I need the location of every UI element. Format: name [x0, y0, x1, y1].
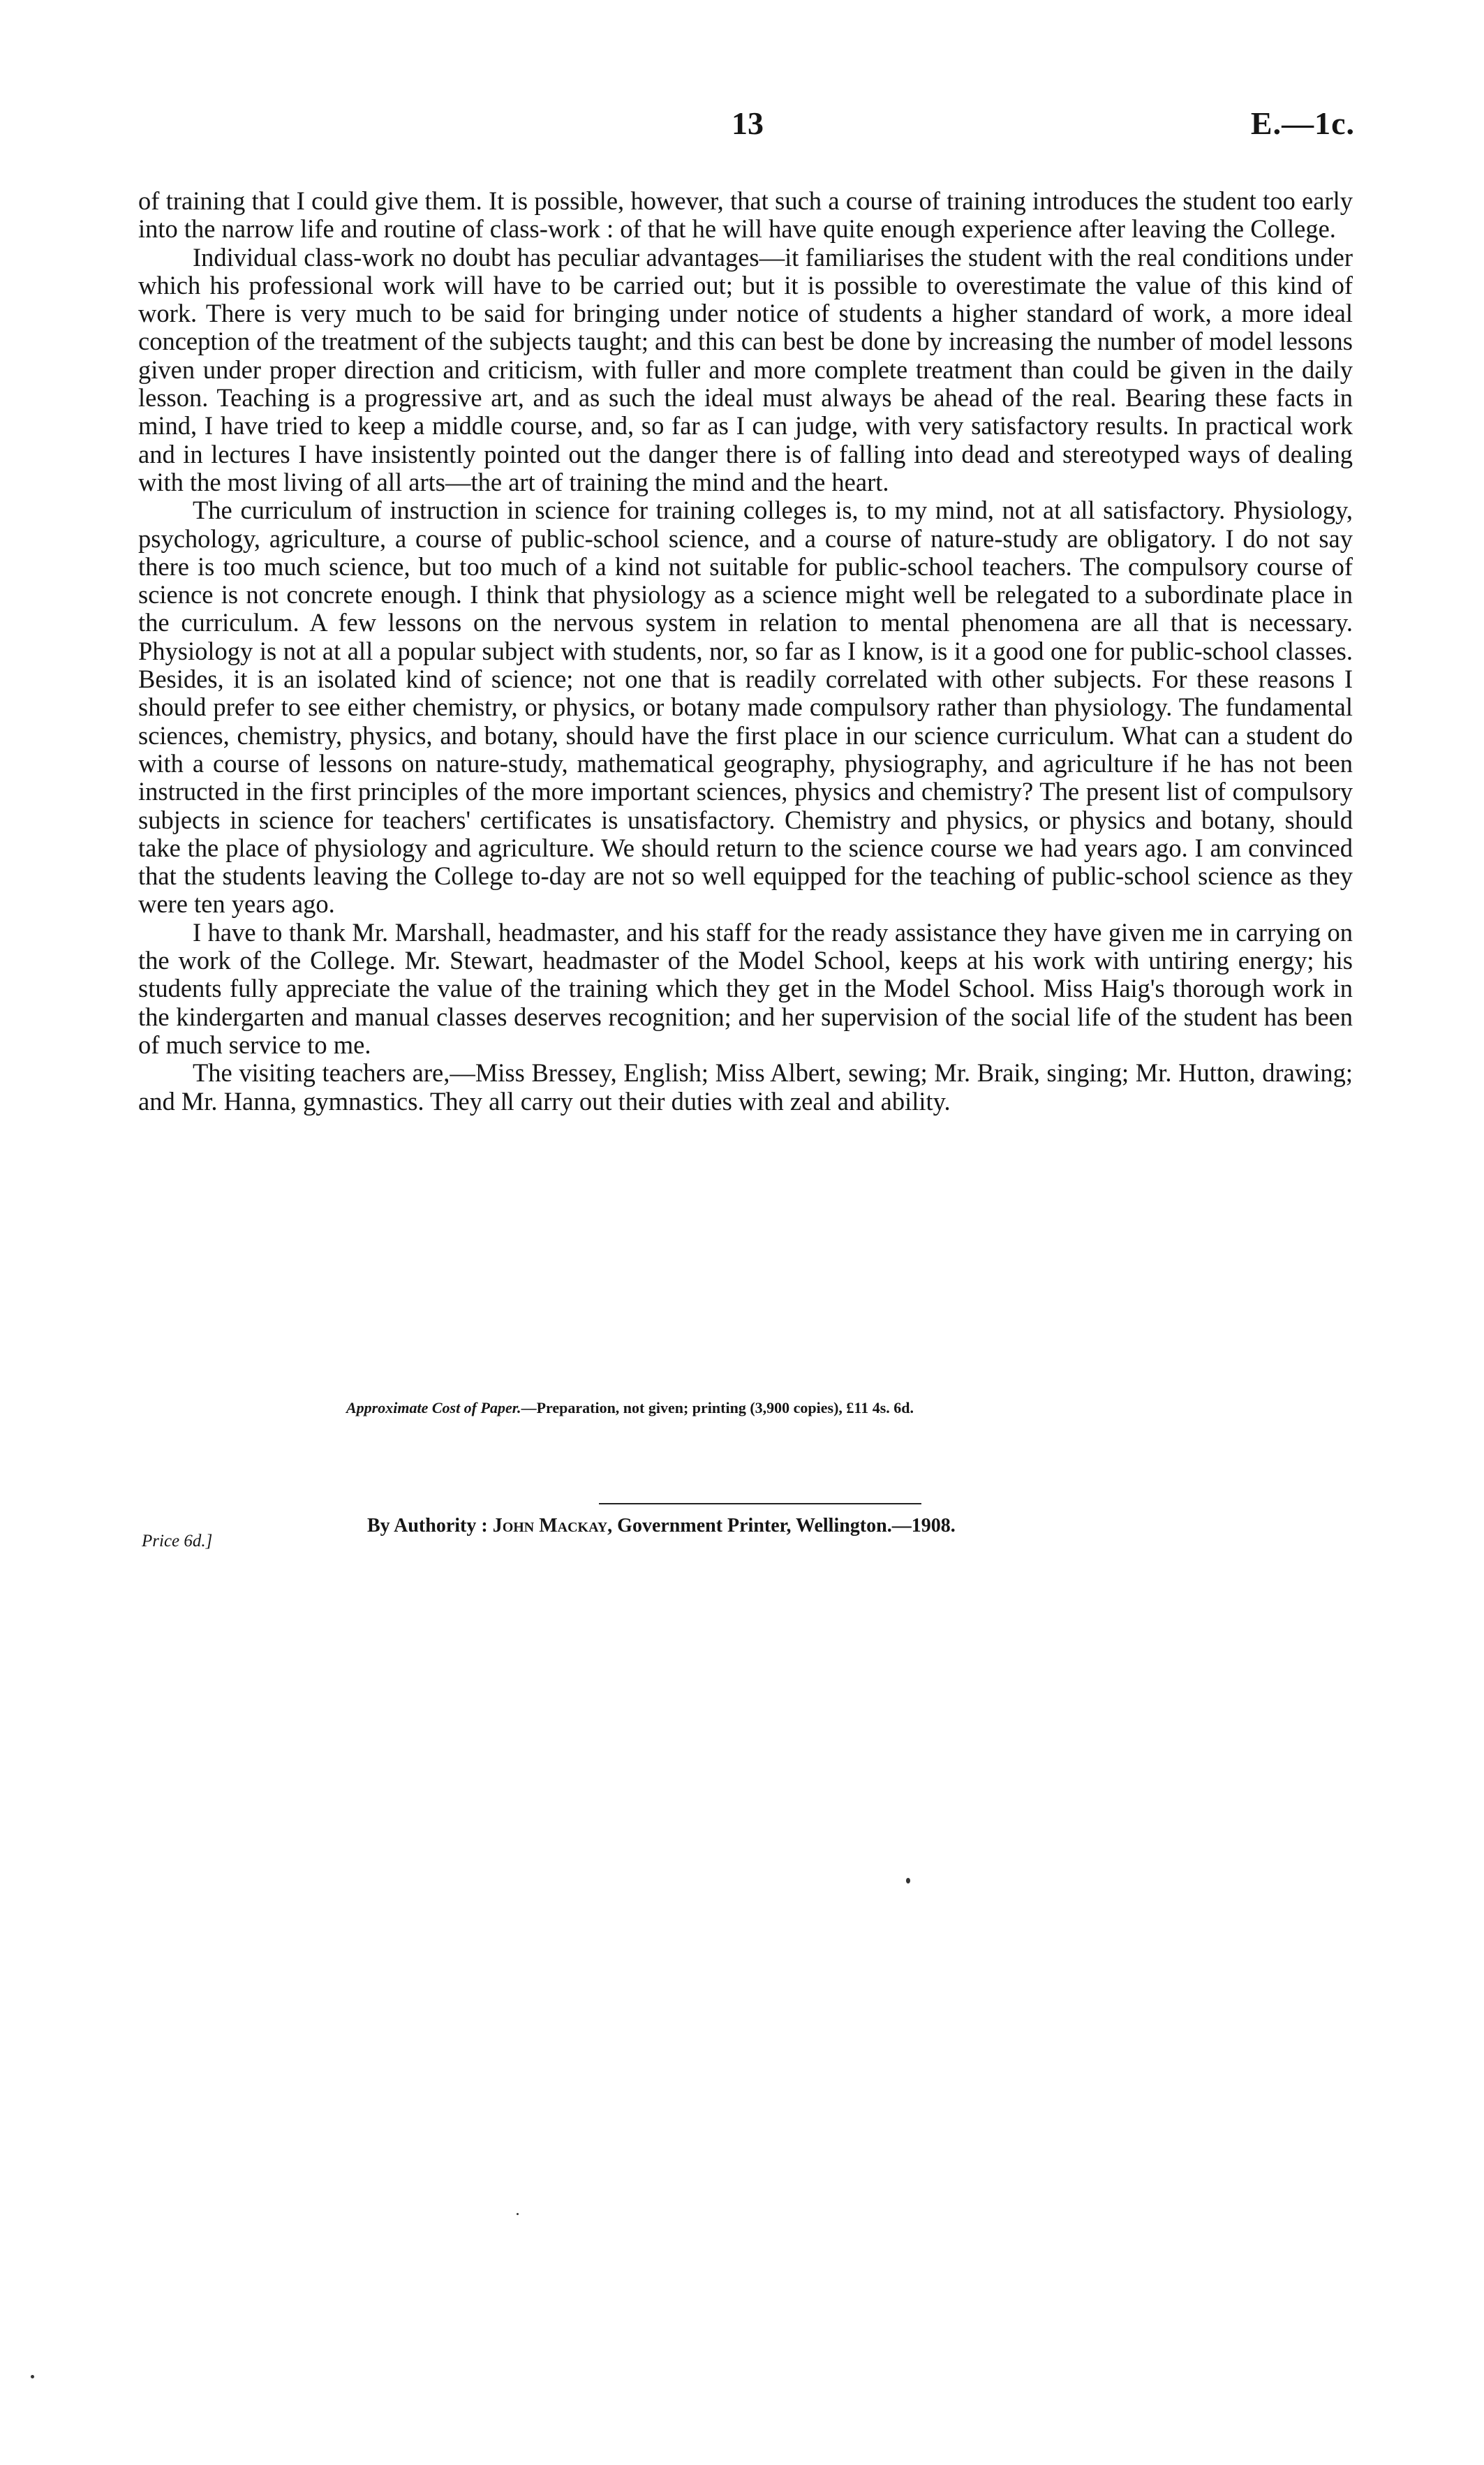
scan-speck: [517, 2213, 519, 2215]
cost-label: Approximate Cost of Paper.: [346, 1399, 521, 1416]
cost-text: —Preparation, not given; printing (3,900 copies), £11 4s. 6d.: [521, 1399, 914, 1416]
cost-of-paper-note: [346, 1399, 914, 1417]
printer-name: John Mackay,: [492, 1515, 613, 1537]
document-code: E.—1c.: [1250, 105, 1355, 141]
page-number: 13: [732, 105, 764, 141]
price-note: Price 6d.]: [142, 1532, 213, 1550]
report-body: [138, 187, 1353, 1116]
footer-divider: [599, 1503, 921, 1504]
paragraph-class-work: Individual class-work no doubt has peculiar advantages—it familiarises the student with the real conditions under which his professional work will have to be carried out; but it is possible to overestimate the value of this kind of work. There is very much to be said for bringing under notice of students a higher standard of work, a more ideal conception of the treatment of the subjects taught; and this can best be done by increasing the number of model lessons given under proper direction and criticism, with fuller and more complete treatment than could be given in the daily lesson. Teaching is a progressive art, and as such the ideal must always be ahead of the real. Bearing these facts in mind, I have tried to keep a middle course, and, so far as I can judge, with very satisfactory results. In practical work and in lectures I have insistently pointed out the danger there is of falling into dead and stereotyped ways of dealing with the most living of all arts—the art of training the mind and the heart.: [138, 242, 1353, 496]
paragraph-visiting-teachers: The visiting teachers are,—Miss Bressey, English; Miss Albert, sewing; Mr. Braik, singing; Mr. Hutton, drawing; and Mr. Hanna, gymnastics. They all carry out their duties with zeal and ability.: [138, 1058, 1353, 1116]
scan-speck: [31, 2375, 34, 2378]
paragraph-acknowledgements: I have to thank Mr. Marshall, headmaster, and his staff for the ready assistance they have given me in carrying on the work of the College. Mr. Stewart, headmaster of the Model School, keeps at his work with untiring energy; his students fully appreciate the value of the training which they get in the Model School. Miss Haig's thorough work in the kindergarten and manual classes deserves recognition; and her supervision of the social life of the student has been of much service to me.: [138, 917, 1353, 1059]
printer-authority-line: [367, 1515, 956, 1537]
paragraph-continued: of training that I could give them. It is possible, however, that such a course of training introduces the student too early into the narrow life and routine of class-work : of that he will have quite enough experience after leaving the College.: [138, 186, 1353, 244]
authority-prefix: By Authority :: [367, 1515, 488, 1537]
paragraph-science-curriculum: The curriculum of instruction in science for training colleges is, to my mind, not at all satisfactory. Physiology, psychology, agriculture, a course of public-school science, and a course of nature-study are obligatory. I do not say there is too much science, but too much of a kind not suitable for public-school teachers. The compulsory course of science is not concrete enough. I think that physiology as a science might well be relegated to a subordinate place in the curriculum. A few lessons on the nervous system in relation to mental phenomena are all that is necessary. Physiology is not at all a popular subject with students, nor, so far as I know, is it a good one for public-school classes. Besides, it is an isolated kind of science; not one that is readily correlated with other subjects. For these reasons I should prefer to see either chemistry, or physics, or botany made compulsory rather than physiology. The fundamental sciences, chemistry, physics, and botany, should have the first place in our science curriculum. What can a student do with a course of lessons on nature-study, mathematical geography, physiography, and agriculture if he has not been instructed in the first principles of the more important sciences, physics and chemistry? The present list of compulsory subjects in science for teachers' certificates is unsatisfactory. Chemistry and physics, or physics and botany, should take the place of physiology and agriculture. We should return to the science course we had years ago. I am convinced that the students leaving the College to-day are not so well equipped for the teaching of public-school science as they were ten years ago.: [138, 496, 1353, 919]
scan-speck: [906, 1878, 910, 1883]
authority-suffix: Government Printer, Wellington.—1908.: [617, 1515, 956, 1537]
